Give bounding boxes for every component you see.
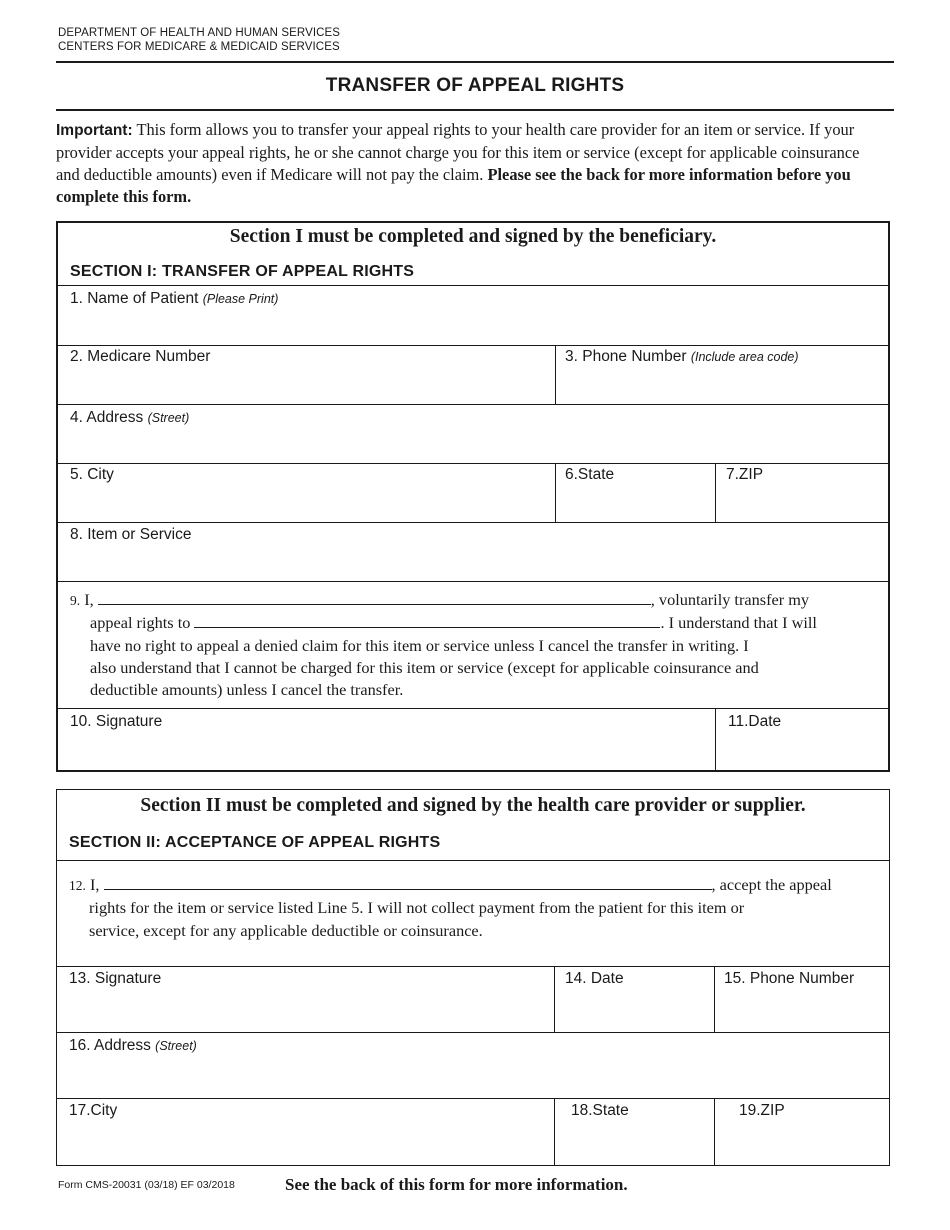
- intro-bold-tail: Please see the back for more information before you complete this form.: [56, 165, 851, 206]
- divider: [714, 966, 715, 1032]
- provider-address-label: 16. Address: [69, 1037, 151, 1054]
- agency-header: [58, 26, 340, 54]
- patient-name-hint: (Please Print): [202, 292, 279, 306]
- provider-signature-field[interactable]: [69, 970, 161, 988]
- divider: [58, 404, 888, 405]
- form-code: Form CMS-20031 (03/18) EF 03/2018: [58, 1179, 235, 1191]
- address-field[interactable]: [70, 409, 189, 427]
- item-9-number: 9.: [70, 593, 81, 608]
- provider-phone-label: 15. Phone Number: [724, 970, 855, 987]
- intro-paragraph: [56, 119, 886, 208]
- provider-city-field[interactable]: [69, 1102, 117, 1120]
- beneficiary-date-label: 11.Date: [728, 713, 782, 730]
- transfer-text-a: I,: [84, 590, 94, 609]
- beneficiary-signature-field[interactable]: [70, 713, 162, 731]
- item-12-number: 12.: [69, 878, 86, 893]
- address-label: 4. Address: [70, 409, 144, 426]
- divider: [57, 1032, 889, 1033]
- phone-number-label: 3. Phone Number: [565, 348, 687, 365]
- section-1-label: SECTION I: TRANSFER OF APPEAL RIGHTS: [70, 263, 415, 280]
- divider: [57, 1098, 889, 1099]
- transfer-text-b: , voluntarily transfer my: [650, 590, 810, 609]
- transfer-statement: [70, 589, 874, 701]
- divider: [555, 463, 556, 522]
- state-label: 6.State: [565, 466, 615, 483]
- provider-zip-field[interactable]: [739, 1102, 785, 1120]
- transfer-text-g: deductible amounts) unless I cancel the transfer.: [90, 680, 404, 700]
- provider-name-blank[interactable]: [194, 613, 660, 628]
- form-title: TRANSFER OF APPEAL RIGHTS: [325, 75, 625, 96]
- transfer-text-d: . I understand that I will: [660, 613, 817, 633]
- section-1-heading: Section I must be completed and signed by the beneficiary.: [229, 226, 717, 247]
- beneficiary-name-blank[interactable]: [98, 590, 651, 605]
- divider: [58, 708, 888, 709]
- provider-accept-name-blank[interactable]: [104, 875, 712, 890]
- footer-note: See the back of this form for more information.: [285, 1175, 628, 1194]
- section-2-heading: Section II must be completed and signed by the health care provider or supplier.: [140, 795, 806, 816]
- divider: [58, 285, 888, 286]
- beneficiary-date-field[interactable]: [728, 713, 781, 731]
- divider: [715, 708, 716, 770]
- zip-label: 7.ZIP: [726, 466, 764, 483]
- patient-name-label: 1. Name of Patient: [70, 290, 199, 307]
- transfer-text-c: appeal rights to: [90, 613, 191, 633]
- state-field[interactable]: [565, 466, 614, 484]
- intro-lead: Important:: [56, 122, 133, 139]
- provider-date-field[interactable]: [565, 970, 624, 988]
- medicare-number-label: 2. Medicare Number: [70, 348, 211, 365]
- provider-date-label: 14. Date: [565, 970, 624, 987]
- divider: [57, 966, 889, 967]
- transfer-text-f: also understand that I cannot be charged for this item or service (except for applicable coinsurance and: [90, 657, 759, 677]
- provider-address-field[interactable]: [69, 1037, 197, 1055]
- acceptance-text-d: service, except for any applicable deductible or coinsurance.: [89, 920, 483, 940]
- divider: [58, 522, 888, 523]
- provider-phone-field[interactable]: [724, 970, 854, 988]
- provider-state-field[interactable]: [571, 1102, 629, 1120]
- agency-line-1: DEPARTMENT OF HEALTH AND HUMAN SERVICES: [58, 27, 341, 39]
- title-rule: [56, 109, 894, 111]
- provider-address-hint: (Street): [155, 1039, 197, 1053]
- city-field[interactable]: [70, 466, 114, 484]
- phone-number-hint: (Include area code): [690, 350, 799, 364]
- top-rule: [56, 61, 894, 63]
- address-hint: (Street): [147, 411, 190, 425]
- provider-zip-label: 19.ZIP: [739, 1102, 785, 1119]
- divider: [58, 581, 888, 582]
- acceptance-text-c: rights for the item or service listed Line 5. I will not collect payment from the patient for this item or: [89, 898, 745, 918]
- item-service-field[interactable]: [70, 526, 191, 544]
- phone-number-field[interactable]: [565, 348, 799, 366]
- intro-body: This form allows you to transfer your appeal rights to your health care provider for an item or service. If your provider accepts your appeal rights, he or she cannot charge you for this item or service (except for applicable coinsurance and deductible amounts) even if Medicare will not pay the claim.: [56, 120, 860, 184]
- item-service-label: 8. Item or Service: [70, 526, 192, 543]
- divider: [554, 1098, 555, 1165]
- agency-line-2: CENTERS FOR MEDICARE & MEDICAID SERVICES: [58, 41, 340, 53]
- city-label: 5. City: [70, 466, 114, 483]
- divider: [58, 463, 888, 464]
- divider: [715, 463, 716, 522]
- transfer-text-e: have no right to appeal a denied claim for this item or service unless I cancel the transfer in writing. I: [90, 635, 749, 655]
- zip-field[interactable]: [726, 466, 763, 484]
- provider-state-label: 18.State: [571, 1102, 629, 1119]
- provider-signature-label: 13. Signature: [69, 970, 162, 987]
- divider: [714, 1098, 715, 1165]
- beneficiary-signature-label: 10. Signature: [70, 713, 163, 730]
- acceptance-text-b: , accept the appeal: [711, 875, 832, 894]
- medicare-number-field[interactable]: [70, 348, 210, 366]
- acceptance-text-a: I,: [89, 875, 100, 894]
- acceptance-statement: [69, 874, 875, 942]
- divider: [554, 966, 555, 1032]
- section-2-label: SECTION II: ACCEPTANCE OF APPEAL RIGHTS: [69, 834, 441, 851]
- divider: [58, 345, 888, 346]
- section-1-box: [56, 221, 890, 772]
- patient-name-field[interactable]: [70, 290, 278, 308]
- divider: [57, 860, 889, 861]
- divider: [555, 345, 556, 404]
- provider-city-label: 17.City: [69, 1102, 118, 1119]
- section-2-box: [56, 789, 890, 1166]
